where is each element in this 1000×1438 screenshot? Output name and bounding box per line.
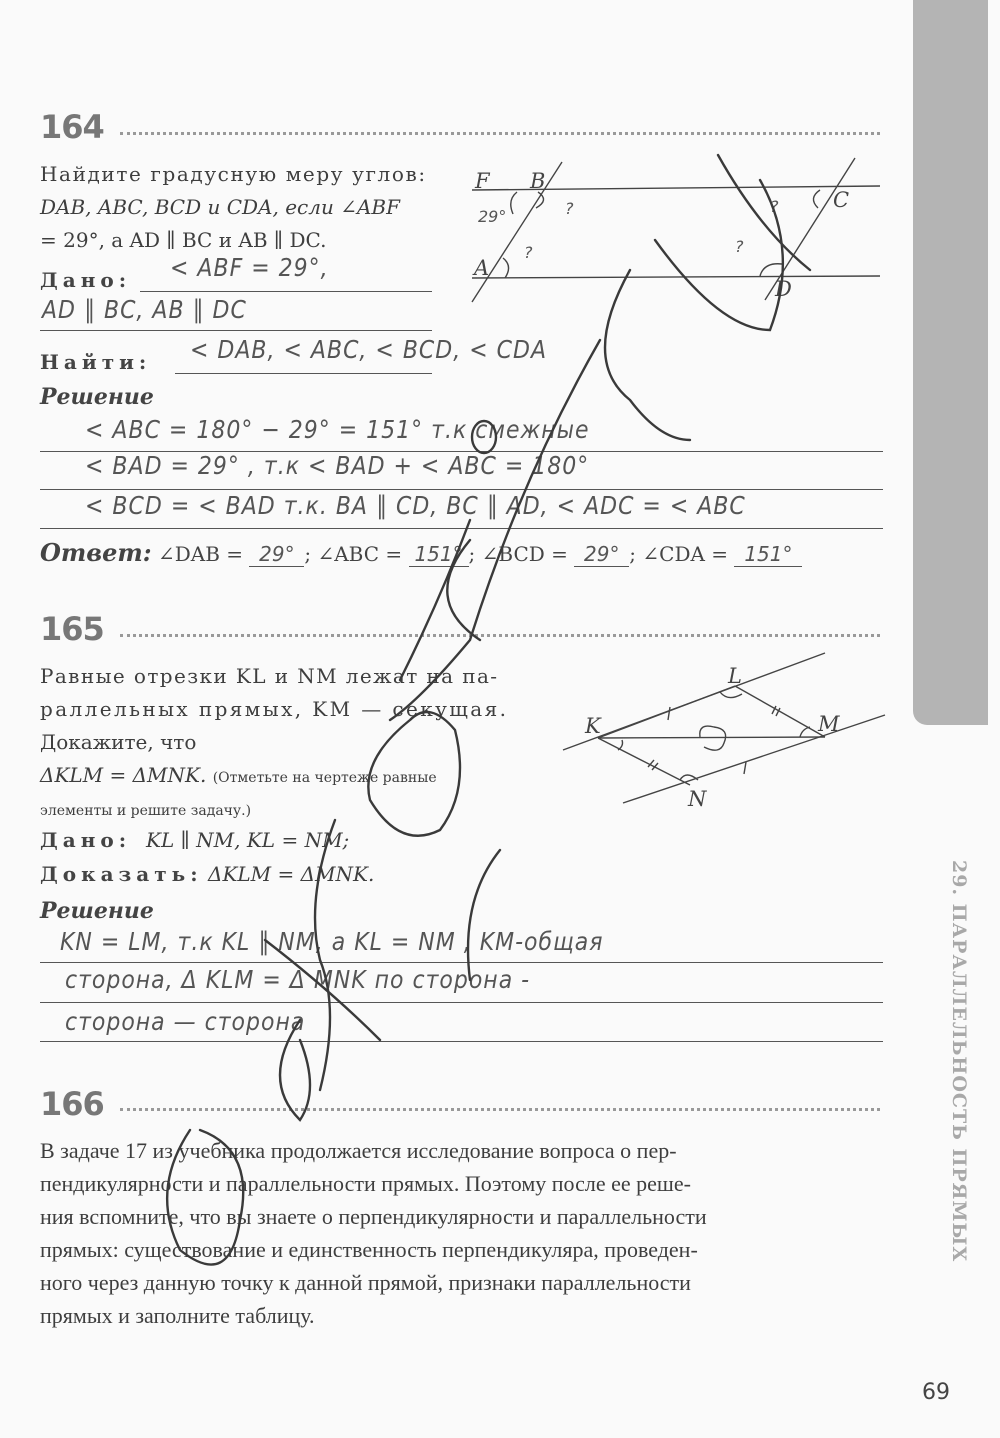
answer-label: Ответ: [40, 538, 152, 567]
prove-label: Доказать: [40, 862, 203, 886]
answer-value: 29° [249, 542, 304, 567]
task-divider [120, 634, 880, 637]
point-label-D: D [775, 277, 792, 301]
note: (Отметьте на чертеже равные [212, 770, 437, 786]
solution-line-3: < BCD = < BAD т.к. BA ∥ CD, BC ∥ AD, < ADC = < ABC [85, 492, 746, 521]
problem-line: Докажите, что [40, 730, 197, 754]
chapter-tab [913, 0, 988, 725]
solution-heading: Решение [40, 898, 154, 924]
given-line-1: < ABF = 29°, [170, 254, 329, 283]
answer-angle: ∠CDA = [642, 542, 729, 566]
text-line: прямых: существование и единственность перпендикуляра, проведен- [40, 1237, 698, 1262]
text-line: ния вспомните, что вы знаете о перпендикулярности и параллельности [40, 1204, 707, 1229]
given-label: Дано: [40, 268, 132, 292]
solution-line-2: сторона, Δ KLM = Δ MNK по сторона - [65, 966, 531, 995]
chapter-title: 29. ПАРАЛЛЕЛЬНОСТЬ ПРЯМЫХ [948, 860, 970, 1263]
solution-line-1: < ABC = 180° − 29° = 151° т.к смежные [85, 416, 590, 445]
task-number-164: 164 [40, 108, 104, 146]
svg-text:?: ? [770, 197, 779, 216]
answer-rule [40, 489, 883, 490]
statement: ΔKLM = ΔMNK. [40, 763, 207, 787]
find-label: Найти: [40, 350, 152, 374]
task166-text [40, 1134, 890, 1332]
answer-rule [140, 291, 432, 292]
point-label-C: C [833, 188, 850, 212]
angle-note: 29° [478, 207, 507, 226]
point-label-M: M [818, 712, 840, 736]
task-number-166: 166 [40, 1085, 104, 1123]
problem-line: Найдите градусную меру углов: [40, 162, 427, 186]
find-value: < DAB, < ABC, < BCD, < CDA [190, 336, 547, 365]
point-label-K: K [585, 714, 601, 738]
point-label-L: L [728, 664, 742, 688]
answer-rule [40, 330, 432, 331]
text-line: пендикулярности и параллельности прямых. Поэтому после ее реше- [40, 1171, 691, 1196]
solution-line-1: KN = LM, т.к KL ∥ NM, а KL = NM , KM-общая [60, 928, 604, 957]
answer-rule [40, 1002, 883, 1003]
text-line: прямых и заполните таблицу. [40, 1303, 315, 1328]
problem-line: элементы и решите задачу.) [40, 803, 252, 819]
answer-angle: ∠BCD = [481, 542, 568, 566]
problem-line: раллельных прямых, KM — секущая. [40, 697, 509, 721]
answer-row: Ответ: ∠DAB = 29° ; ∠ABC = 151° ; ∠BCD = 29° ; ∠CDA = 151° [40, 538, 802, 567]
problem-line: = 29°, а AD ∥ BC и AB ∥ DC. [40, 228, 327, 252]
point-label-F: F [475, 169, 490, 193]
svg-text:?: ? [735, 237, 744, 256]
answer-rule [40, 1041, 883, 1042]
point-label-B: B [530, 169, 546, 193]
problem-line [40, 759, 535, 795]
solution-line-3: сторона — сторона [65, 1008, 306, 1037]
problem-line: Равные отрезки KL и NM лежат на па- [40, 664, 499, 688]
answer-angle: ∠ABC = [317, 542, 403, 566]
given-value: KL ∥ NM, KL = NM; [146, 828, 350, 852]
answer-angle: ∠DAB = [157, 542, 244, 566]
svg-text:?: ? [524, 243, 533, 262]
answer-value: 29° [574, 542, 629, 567]
answer-rule [40, 528, 883, 529]
task164-problem [40, 158, 460, 257]
prove-value: ΔKLM = ΔMNK. [208, 862, 375, 886]
solution-line-2: < BAD = 29° , т.к < BAD + < ABC = 180° [85, 452, 590, 481]
task165-problem [40, 660, 535, 828]
page-number: 69 [922, 1380, 950, 1405]
task-divider [120, 132, 880, 135]
answer-rule [40, 962, 883, 963]
task-number-165: 165 [40, 610, 104, 648]
solution-heading: Решение [40, 384, 154, 410]
problem-line: DAB, ABC, BCD и CDA, если ∠ABF [40, 195, 400, 219]
answer-rule [175, 373, 432, 374]
point-label-N: N [688, 787, 707, 811]
point-label-A: A [474, 256, 490, 280]
text-line: В задаче 17 из учебника продолжается исследование вопроса о пер- [40, 1138, 677, 1163]
svg-text:?: ? [565, 199, 574, 218]
answer-value: 151° [409, 542, 469, 567]
given-label: Дано: [40, 828, 132, 852]
task-divider [120, 1108, 880, 1111]
given-line-2: AD ∥ BC, AB ∥ DC [42, 296, 247, 325]
answer-value: 151° [734, 542, 802, 567]
text-line: ного через данную точку к данной прямой, признаки параллельности [40, 1270, 691, 1295]
